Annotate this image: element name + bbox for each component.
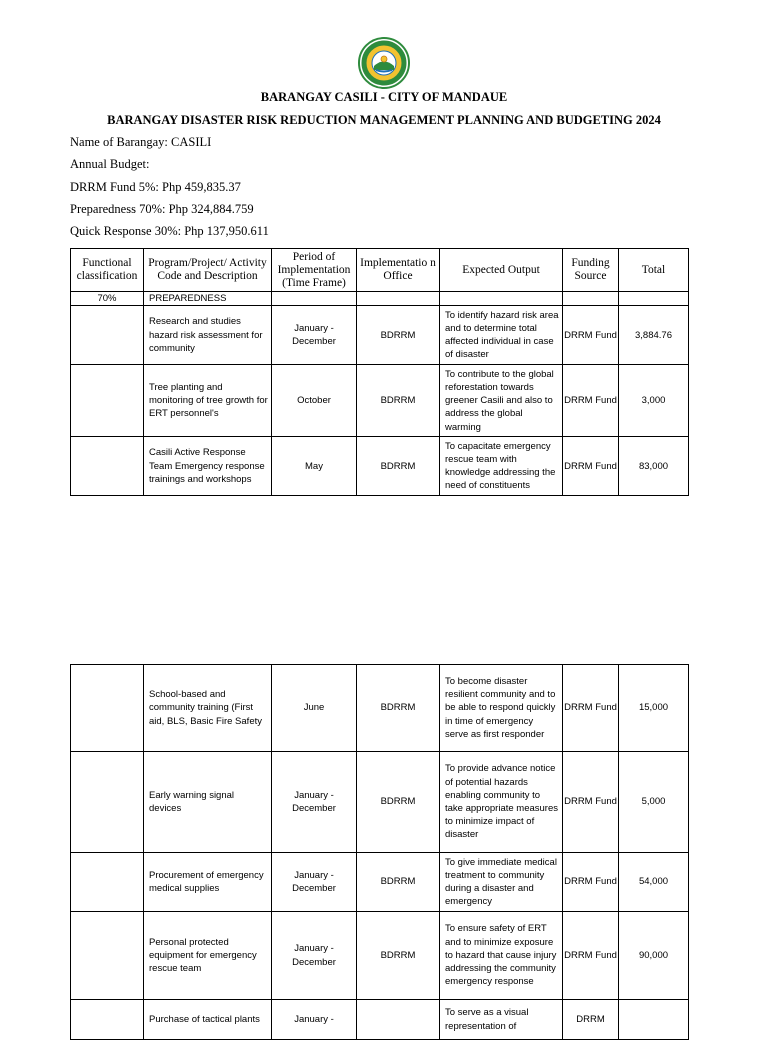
program-cell: Purchase of tactical plants [144,1000,272,1040]
funding-cell: DRRM Fund [563,306,619,365]
table-row [71,437,689,496]
header-program: Program/Project/ Activity Code and Description [144,249,272,292]
output-cell: To provide advance notice of potential hazards enabling community to take appropriate measures to minimize impact of disaster [440,752,563,853]
table-row [71,665,689,752]
funding-cell: DRRM Fund [563,665,619,752]
section-row [71,292,689,306]
budget-table-page2 [70,664,689,1040]
header-output: Expected Output [440,249,563,292]
preparedness-budget: Preparedness 70%: Php 324,884.759 [70,202,254,216]
header-funding: Funding Source [563,249,619,292]
table-row [71,365,689,437]
office-cell: BDRRM [357,306,440,365]
drrm-fund: DRRM Fund 5%: Php 459,835.37 [70,180,241,194]
program-cell: Research and studies hazard risk assessment for community [144,306,272,365]
office-cell [357,1000,440,1040]
office-cell: BDRRM [357,437,440,496]
office-cell: BDRRM [357,365,440,437]
funding-cell: DRRM Fund [563,752,619,853]
period-cell: June [272,665,357,752]
period-cell: October [272,365,357,437]
total-cell: 83,000 [619,437,689,496]
period-cell: May [272,437,357,496]
program-cell: Tree planting and monitoring of tree growth for ERT personnel's [144,365,272,437]
program-cell: Procurement of emergency medical supplies [144,853,272,912]
output-cell: To become disaster resilient community and to be able to respond quickly in time of emergency serve as first responder [440,665,563,752]
quick-response-budget: Quick Response 30%: Php 137,950.611 [70,224,269,238]
funding-cell: DRRM Fund [563,437,619,496]
period-cell: January - December [272,306,357,365]
total-cell: 15,000 [619,665,689,752]
header-functional: Functional classification [71,249,144,292]
table-row [71,912,689,1000]
output-cell: To identify hazard risk area and to determine total affected individual in case of disaster [440,306,563,365]
budget-table-page1 [70,248,689,496]
header-office: Implementatio n Office [357,249,440,292]
funding-cell: DRRM Fund [563,365,619,437]
total-cell [619,1000,689,1040]
total-cell: 3,000 [619,365,689,437]
total-cell: 5,000 [619,752,689,853]
total-cell: 90,000 [619,912,689,1000]
annual-budget-label: Annual Budget: [70,157,150,171]
section-label: PREPAREDNESS [144,292,272,306]
table-row [71,752,689,853]
period-cell: January - December [272,912,357,1000]
section-percent: 70% [71,292,144,306]
program-cell: Early warning signal devices [144,752,272,853]
total-cell: 54,000 [619,853,689,912]
period-cell: January - [272,1000,357,1040]
office-cell: BDRRM [357,853,440,912]
office-cell: BDRRM [357,752,440,853]
document-subtitle: BARANGAY DISASTER RISK REDUCTION MANAGEMENT PLANNING AND BUDGETING 2024 [107,113,661,127]
output-cell: To contribute to the global reforestation towards greener Casili and also to address the global warming [440,365,563,437]
table-row [71,306,689,365]
office-cell: BDRRM [357,665,440,752]
period-cell: January - December [272,752,357,853]
funding-cell: DRRM Fund [563,853,619,912]
official-seal-logo [358,37,410,89]
header-total: Total [619,249,689,292]
document-title: BARANGAY CASILI - CITY OF MANDAUE [260,90,508,104]
table-header-row [71,249,689,292]
program-cell: Casili Active Response Team Emergency response trainings and workshops [144,437,272,496]
output-cell: To give immediate medical treatment to community during a disaster and emergency [440,853,563,912]
output-cell: To serve as a visual representation of [440,1000,563,1040]
header-period: Period of Implementation (Time Frame) [272,249,357,292]
program-cell: Personal protected equipment for emergency rescue team [144,912,272,1000]
funding-cell: DRRM Fund [563,912,619,1000]
program-cell: School-based and community training (First aid, BLS, Basic Fire Safety [144,665,272,752]
table-row [71,1000,689,1040]
office-cell: BDRRM [357,912,440,1000]
funding-cell: DRRM [563,1000,619,1040]
total-cell: 3,884.76 [619,306,689,365]
output-cell: To capacitate emergency rescue team with knowledge addressing the need of constituents [440,437,563,496]
table-row [71,853,689,912]
barangay-name: Name of Barangay: CASILI [70,135,212,149]
output-cell: To ensure safety of ERT and to minimize exposure to hazard that cause injury addressing the community emergency response [440,912,563,1000]
period-cell: January - December [272,853,357,912]
